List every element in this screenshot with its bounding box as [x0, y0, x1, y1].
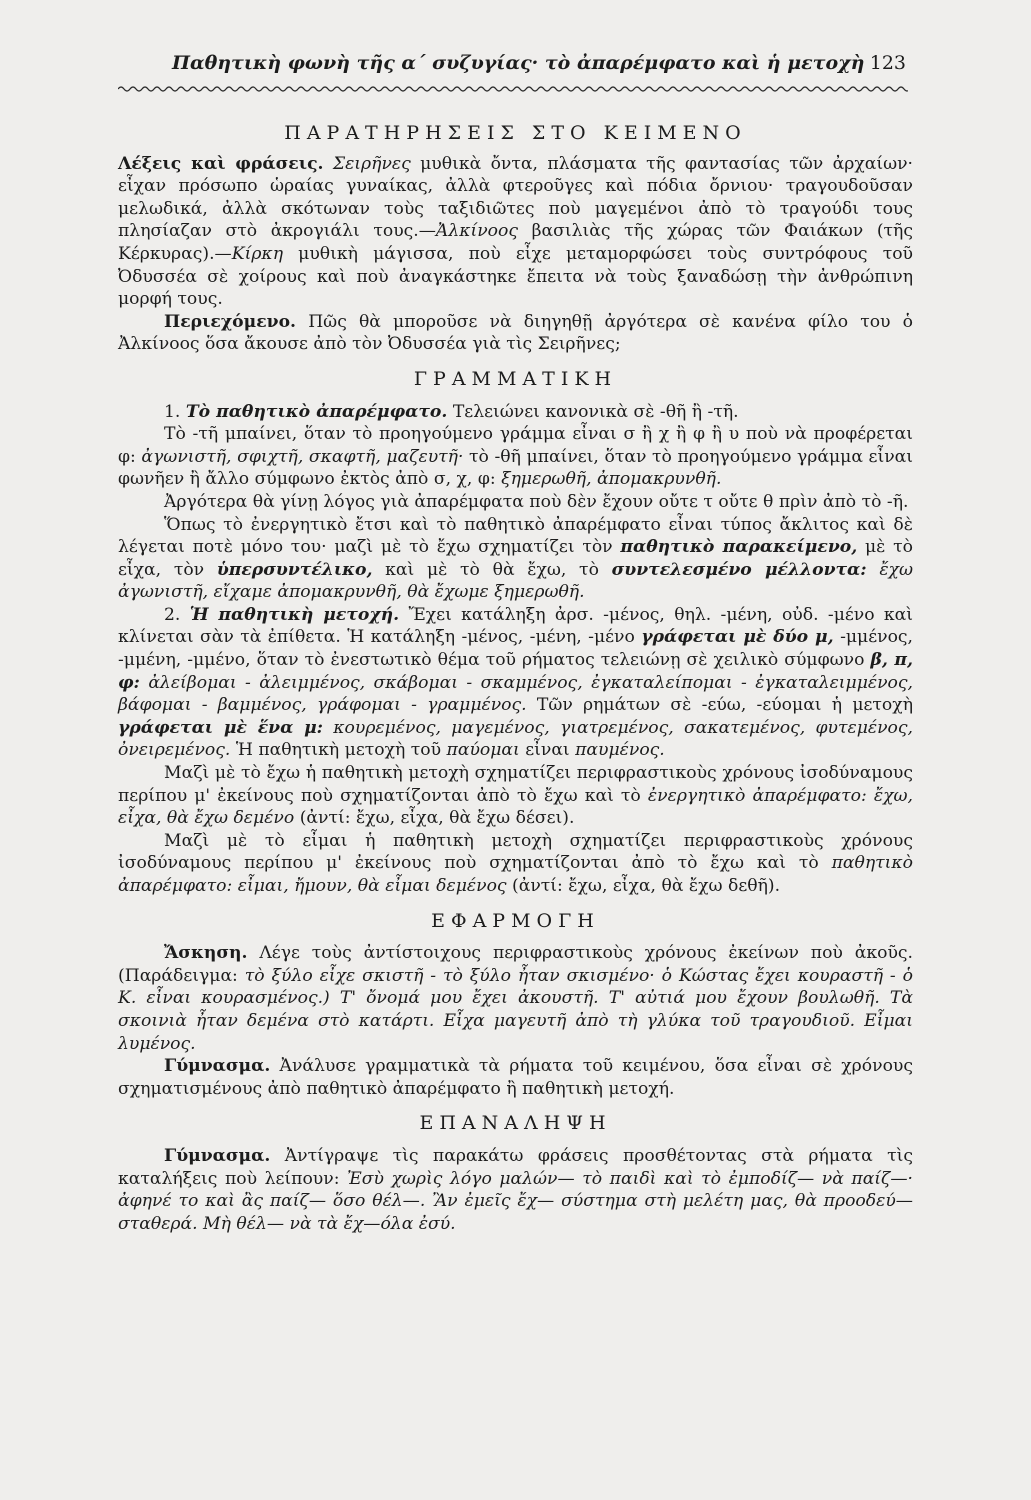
item-number-2: 2. — [164, 604, 181, 625]
text-gymnasma-1: Ἀνάλυσε γραμματικὰ τὰ ρήματα τοῦ κειμένου, ὅσα εἶναι σὲ χρόνους σχηματισμένους ἀπὸ παθητικὸ ἀπαρέμφατο ἢ παθητικὴ μετοχή. — [118, 1056, 913, 1099]
text-gymnasma-2: Ἀντίγραψε τὶς παρακάτω φράσεις προσθέτοντας στὰ ρήματα τὶς καταλήξεις ποὺ λείπουν: — [118, 1145, 913, 1189]
paragraph-ti-rule — [118, 423, 913, 491]
term-seirines: Σειρῆνες — [332, 153, 411, 174]
paragraph-eimai — [118, 830, 913, 898]
text-metochi-d: Ἡ παθητικὴ μετοχὴ τοῦ — [235, 740, 442, 761]
text-alkinoos: βασιλιὰς τῆς χώρας τῶν Φαιάκων (τῆς Κέρκυρας).— — [118, 221, 913, 264]
text-periexomeno: Πῶς θὰ μποροῦσε νὰ διηγηθῇ ἀργότερα σὲ κανένα φίλο του ὁ Ἀλκίνοος ὅσα ἄκουσε ἀπὸ τὸν Ὀδυσσέα γιὰ τὶς Σειρῆνες; — [118, 311, 913, 355]
term-ypersyntelikos: ὑπερσυντέλικο, — [216, 559, 373, 580]
text-metochi-e: εἶναι — [525, 740, 570, 761]
examples-eimai: παθητικὸ ἀπαρέμφατο: εἶμαι, ἤμουν, θὰ εἶμαι δεμένος — [118, 853, 913, 896]
text-kirki: μυθικὴ μάγισσα, ποὺ εἶχε μεταμορφώσει τοὺς συντρόφους τοῦ Ὀδυσσέα σὲ χοίρους καὶ ποὺ ἀναγκάστηκε ἔπειτα νὰ τοὺς ξαναδώσῃ τὴν ἀνθρώπινη μορφή τους. — [118, 243, 913, 310]
examples-m: κουρεμένος, μαγεμένος, γιατρεμένος, σακατεμένος, φυτεμένος, ὀνειρεμένος. — [118, 717, 913, 761]
text-echo-a: Μαζὶ μὲ τὸ ἔχω ἡ παθητικὴ μετοχὴ σχηματίζει περιφραστικοὺς χρόνους ἰσοδύναμους περίπου μ' ἐκείνους ποὺ σχηματίζονται ἀπὸ τὸ ἔχω καὶ τὸ — [118, 763, 913, 806]
text-periphrastic-b: μὲ τὸ εἶχα, τὸν — [118, 537, 913, 580]
header-title: Παθητικὴ φωνὴ τῆς α΄ συζυγίας· τὸ ἀπαρέμφατο καὶ ἡ μετοχὴ — [172, 52, 865, 74]
paragraph-gymnasma-2 — [118, 1145, 913, 1235]
text-ti-rule: Τὸ -τῆ μπαίνει, ὅταν τὸ προηγούμενο γράμμα εἶναι σ ἢ χ ἢ φ ἢ υ ποὺ νὰ προφέρεται φ: — [118, 424, 913, 467]
section-heading-paratiriseis: ΠΑΡΑΤΗΡΗΣΕΙΣ ΣΤΟ ΚΕΙΜΕΝΟ — [284, 122, 747, 144]
text-metochi-c: Τῶν ρημάτων σὲ -εύω, -εύομαι ἡ μετοχὴ — [536, 695, 913, 716]
section-heading-efarmogi: ΕΦΑΡΜΟΓΗ — [431, 909, 600, 932]
text-eimai-b: (ἀντί: ἔχω, εἶχα, θὰ ἔχω δεθῆ). — [512, 876, 781, 896]
rule-ena-m: γράφεται μὲ ἕνα μ: — [118, 717, 323, 738]
paragraph-gymnasma-1 — [118, 1055, 913, 1100]
term-alkinoos: Ἀλκίνοος — [435, 221, 519, 242]
page-body — [118, 114, 913, 1235]
text-eimai-a: Μαζὶ μὲ τὸ εἶμαι ἡ παθητικὴ μετοχὴ σχηματίζει περιφραστικοὺς χρόνους ἰσοδύναμους περίπου μ' ἐκείνους ποὺ σχηματίζονται ἀπὸ τὸ ἔχω καὶ τὸ — [118, 830, 913, 874]
example-pauomai: παύομαι — [446, 740, 520, 761]
page-number: 123 — [869, 52, 906, 74]
paragraph-periphrastic — [118, 514, 913, 604]
term-kirki: Κίρκη — [231, 243, 283, 264]
paragraph-periexomeno — [118, 311, 913, 356]
exercise-sentences: Τ' ὄνομά μου ἔχει ἀκουστῆ. Τ' αὐτιά μου ἔχουν βουλωθῆ. Τὰ σκοινιὰ ἦταν δεμένα στὸ κατάρτι. Εἶχα μαγευτῆ ἀπὸ τὴ γλύκα τοῦ τραγουδιοῦ. Εἶμαι λυμένος. — [118, 988, 913, 1054]
paragraph-echo — [118, 762, 913, 830]
text-metochi-a: Ἔχει κατάληξη ἀρσ. -μένος, θηλ. -μένη, οὐδ. -μένο καὶ κλίνεται σὰν τὰ ἐπίθετα. Ἡ κατάληξη -μένος, -μένη, -μένο — [118, 604, 913, 648]
term-syntelesmenos: συντελεσμένο μέλλοντα: — [611, 559, 867, 580]
examples-mm: ἀλείβομαι - ἀλειμμένος, σκάβομαι - σκαμμένος, ἐγκαταλείπομαι - ἐγκαταλειμμένος, βάφομαι - βαμμένος, γράφομαι - γραμμένος. — [118, 672, 913, 716]
rule-dyo-m: γράφεται μὲ δύο μ, — [641, 627, 834, 648]
paragraph-askisi — [118, 942, 913, 1055]
item-number-1: 1. — [164, 401, 181, 422]
example-paumenos: παυμένος. — [575, 740, 665, 761]
label-periexomeno: Περιεχόμενο. — [164, 311, 297, 332]
paragraph-metochi — [118, 604, 913, 762]
text-thi-rule: τὸ -θῆ μπαίνει, ὅταν τὸ προηγούμενο γράμμα εἶναι φωνῆεν ἢ ἄλλο σύμφωνο ἐκτὸς ἀπὸ σ, χ, φ: — [118, 446, 913, 490]
text-seirines: μυθικὰ ὄντα, πλάσματα τῆς φαντασίας τῶν ἀρχαίων· εἶχαν πρόσωπο ὡραίας γυναίκας, ἀλλὰ φτεροῦγες καὶ πόδια ὄρνιου· τραγουδοῦσαν μελωδικά, ἀλλὰ σκότωναν τοὺς ταξιδιῶτες ποὺ μαγεμένοι ἀπὸ τὸ τραγούδι τους πλησίαζαν στὸ ἀκρογιάλι τους.— — [118, 153, 914, 242]
running-header — [172, 52, 910, 80]
examples-thi: ξημερωθῆ, ἀπομακρυνθῆ. — [501, 469, 722, 490]
term-parakeimenos: παθητικὸ παρακείμενο, — [620, 537, 858, 558]
text-aparemfato: Τελειώνει κανονικὰ σὲ -θῆ ἢ -τῆ. — [452, 401, 739, 422]
label-gymnasma-1: Γύμνασμα. — [164, 1056, 271, 1077]
examples-ti: ἀγωνιστῆ, σφιχτῆ, σκαφτῆ, μαζευτῆ· — [141, 446, 464, 467]
text-periphrastic-a: Ὅπως τὸ ἐνεργητικὸ ἔτσι καὶ τὸ παθητικὸ ἀπαρέμφατο εἶναι τύπος ἄκλιτος καὶ δὲ λέγεται ποτὲ μόνο του· μαζὶ μὲ τὸ ἔχω σχηματίζει τὸν — [118, 514, 913, 558]
text-echo-b: (ἀντί: ἔχω, εἶχα, θὰ ἔχω δέσει). — [299, 808, 575, 829]
text-metochi-b: -μμένος, -μμένη, -μμένο, ὅταν τὸ ἐνεστωτικὸ θέμα τοῦ ρήματος τελειώνῃ σὲ χειλικὸ σύμφωνο — [118, 627, 914, 671]
exercise-fill-endings: Ἐσὺ χωρὶς λόγο μαλών— τὸ παιδὶ καὶ τὸ ἐμποδίζ— νὰ παίζ—· ἀφηνέ το καὶ ἂς παίζ— ὅσο θέλ—. Ἂν ἐμεῖς ἔχ— σύστημα στὴ μελέτη μας, θὰ προοδεύ— σταθερά. Μὴ θέλ— νὰ τὰ ἔχ—όλα ἐσύ. — [118, 1168, 914, 1234]
label-lexeis: Λέξεις καὶ φράσεις. — [118, 153, 324, 174]
section-heading-epanalipsi: ΕΠΑΝΑΛΗΨΗ — [419, 1112, 612, 1135]
subheading-aparemfato: Τὸ παθητικὸ ἀπαρέμφατο. — [185, 401, 448, 422]
subheading-metochi: Ἡ παθητικὴ μετοχή. — [189, 604, 400, 625]
paragraph-aparemfato — [118, 401, 913, 424]
section-heading-grammatiki: ΓΡΑΜΜΑΤΙΚΗ — [413, 367, 618, 390]
rule-cheiliko: β, π, φ: — [118, 650, 913, 693]
text-askisi: Λέγε τοὺς ἀντίστοιχους περιφραστικοὺς χρόνους ἐκείνων ποὺ ἀκοῦς. (Παράδειγμα: — [118, 943, 913, 986]
paragraph-lexeis — [118, 153, 913, 311]
examples-periphrastic: ἔχω ἀγωνιστῆ, εἴχαμε ἀπομακρυνθῆ, θὰ ἔχωμε ξημερωθῆ. — [118, 559, 913, 603]
examples-echo: ἐνεργητικὸ ἀπαρέμφατο: ἔχω, εἶχα, θὰ ἔχω δεμένο — [118, 785, 914, 829]
paragraph-later: Ἀργότερα θὰ γίνῃ λόγος γιὰ ἀπαρέμφατα ποὺ δὲν ἔχουν οὔτε τ οὔτε θ πρὶν ἀπὸ τὸ -ῆ. — [164, 491, 909, 512]
decorative-wavy-rule — [118, 84, 908, 94]
label-askisi: Ἄσκηση. — [164, 943, 248, 964]
label-gymnasma-2: Γύμνασμα. — [164, 1145, 271, 1166]
text-periphrastic-c: καὶ μὲ τὸ θὰ ἔχω, τὸ — [385, 559, 599, 580]
example-askisi: τὸ ξύλο εἶχε σκιστῆ - τὸ ξύλο ἦταν σκισμένο· ὁ Κώστας ἔχει κουραστῆ - ὁ Κ. εἶναι κουρασμένος.) — [118, 965, 913, 1009]
